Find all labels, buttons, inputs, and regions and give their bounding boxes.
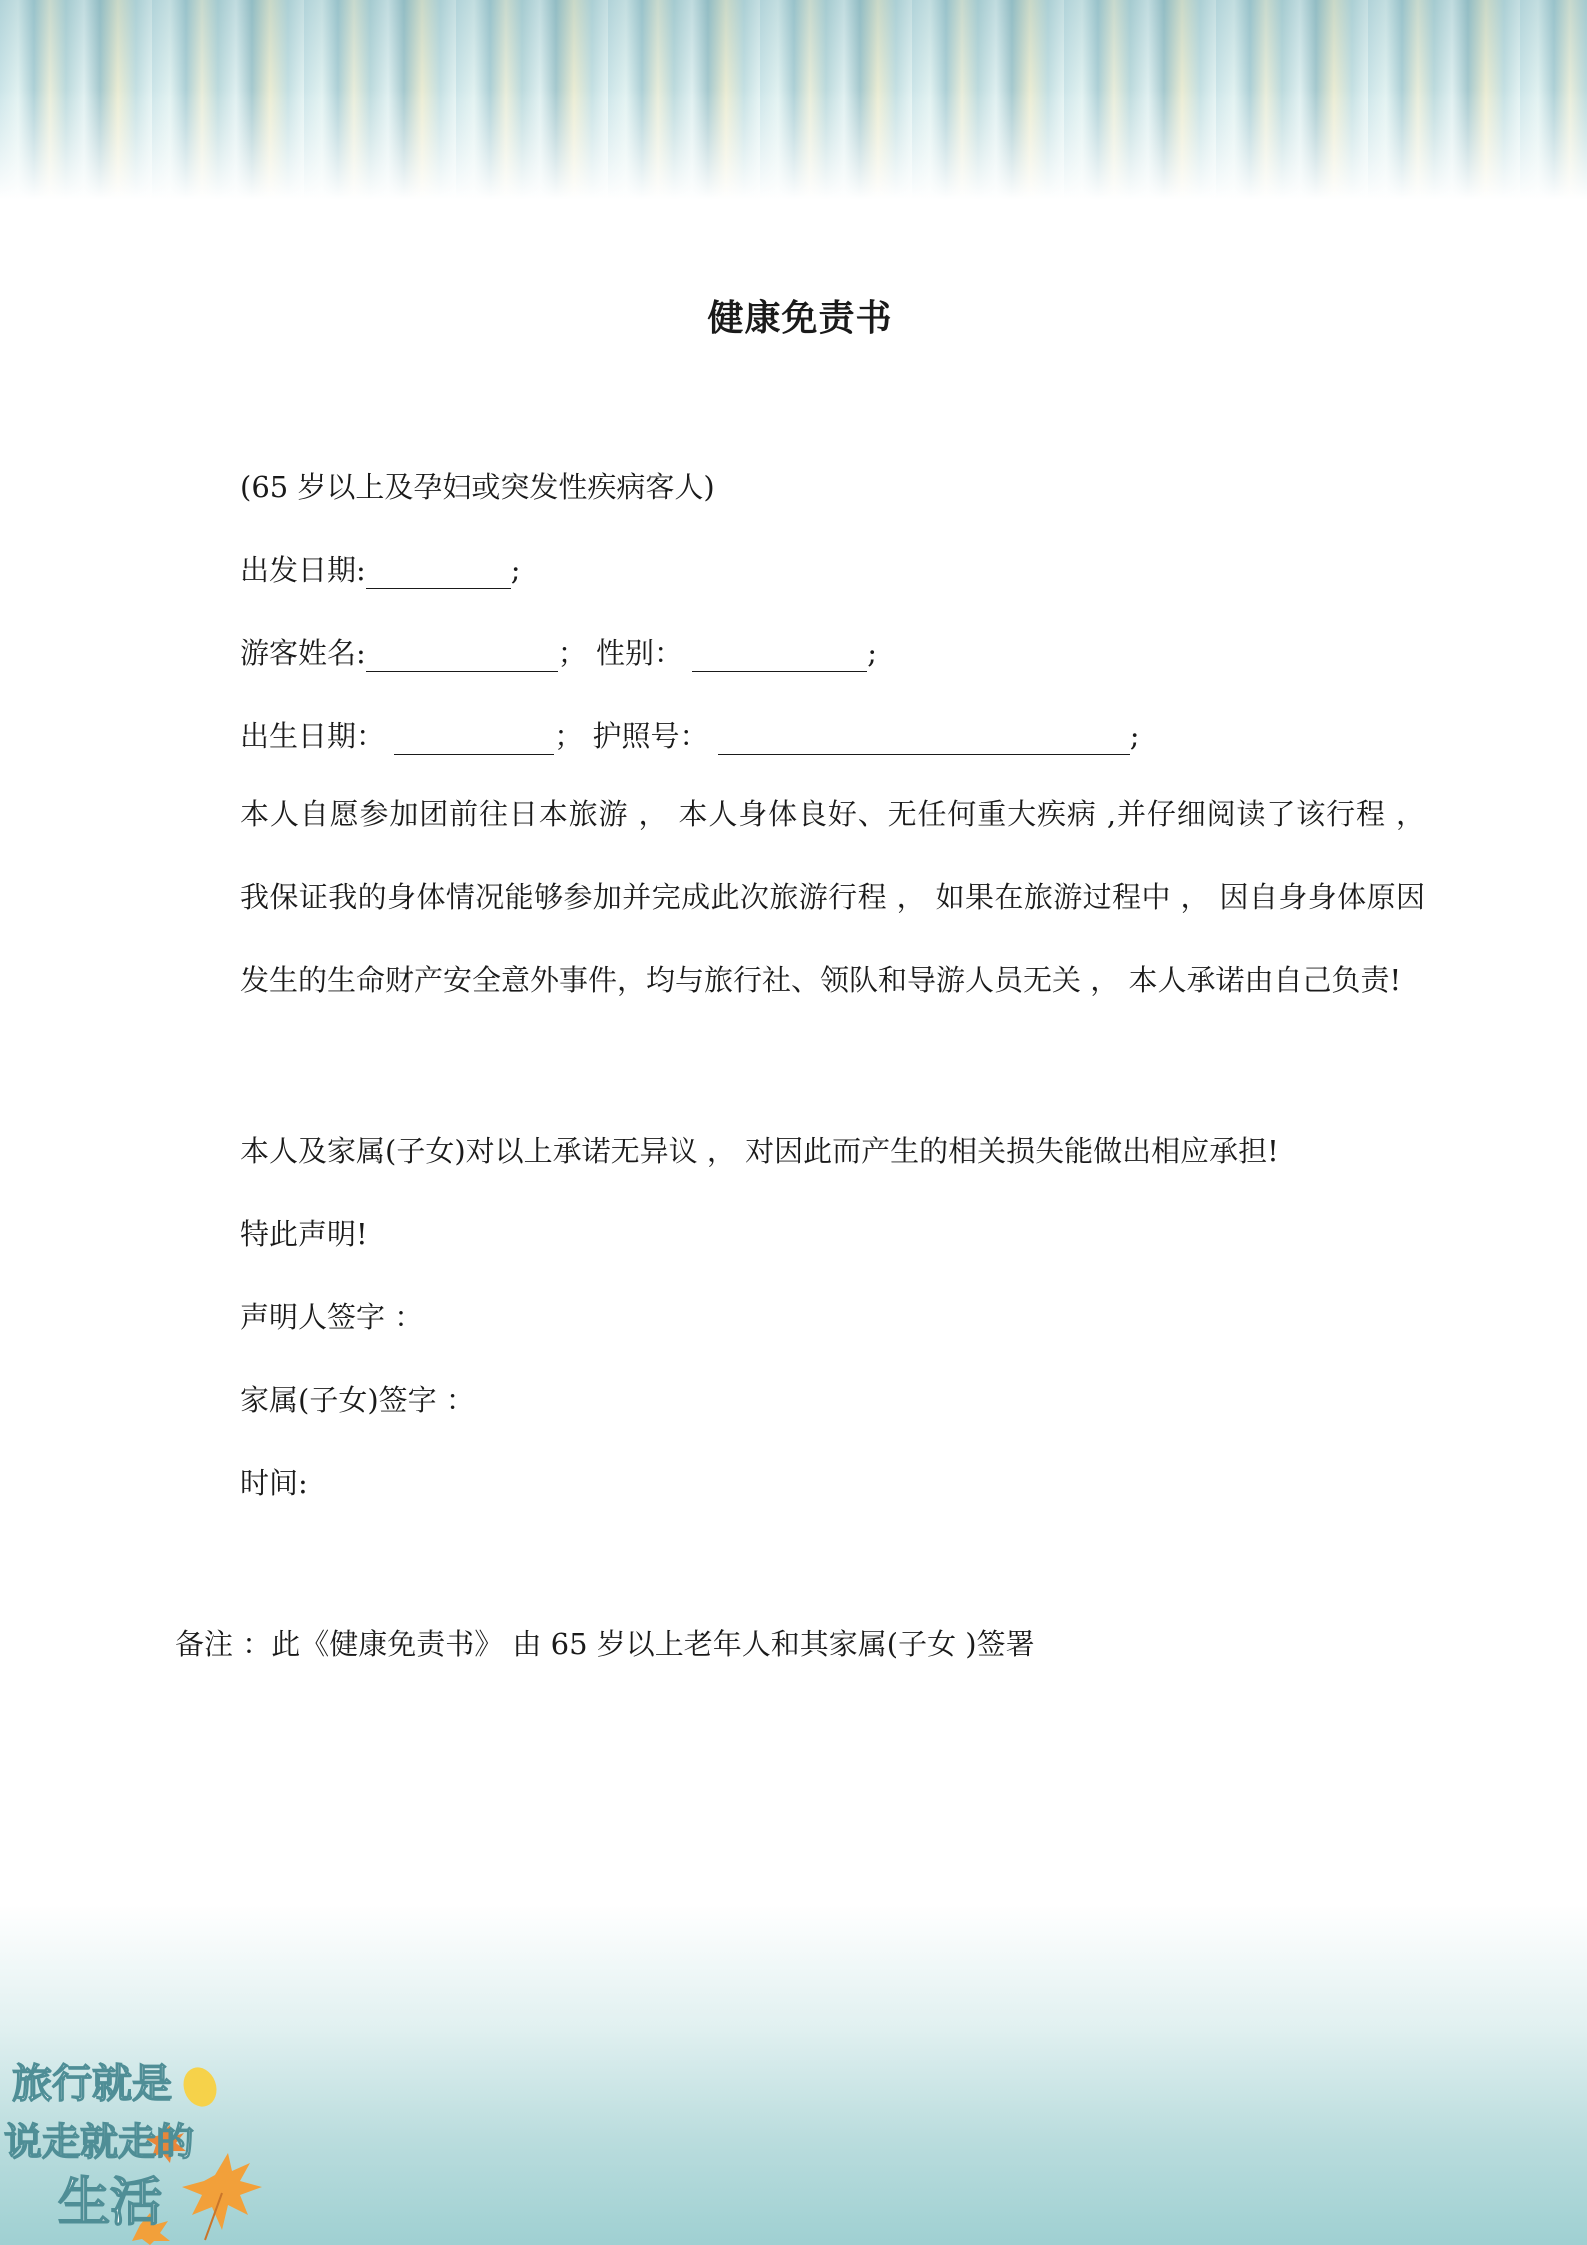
birth-date-end: ； [554,719,584,753]
family-signer-label: 家属(子女)签字 ： [240,1383,475,1417]
name-blank[interactable] [366,641,558,672]
slogan-line-2: 说走就走的 [4,2119,195,2164]
slogan-line-1: 旅行就是 [12,2060,172,2107]
name-gender-row [240,631,877,672]
passport-blank[interactable] [718,724,1130,755]
document-title: 健康免责书 [707,297,893,339]
slogan-line-3: 生活 [58,2172,163,2233]
yellow-leaf-icon [178,2063,222,2112]
name-end: ； [557,636,587,670]
gender-blank[interactable] [692,641,867,672]
departure-date-blank[interactable] [366,558,511,589]
name-label: 游客姓名: [240,636,366,670]
passport-end: ; [1129,719,1140,753]
slogan-logo [0,2025,290,2245]
gender-label: 性别： [596,636,684,670]
family-paragraph: 本人及家属(子女)对以上承诺无异议 ， 对因此而产生的相关损失能做出相应承担! [240,1134,1279,1168]
gender-end: ; [867,636,878,670]
maple-leaf-icon [182,2153,262,2240]
signer-label: 声明人签字 ： [240,1300,424,1334]
subtitle: (65 岁以上及孕妇或突发性疾病客人) [240,470,715,504]
birth-date-blank[interactable] [394,724,554,755]
departure-date-end: ; [510,553,521,587]
birth-date-label: 出生日期： [240,719,386,753]
departure-date-row [240,548,521,589]
remark-note: 备注 ：此《健康免责书》 由 65 岁以上老年人和其家属(子女 )签署 [175,1627,1035,1661]
time-label: 时间: [240,1466,308,1500]
body-paragraph: 本人自愿参加团前往日本旅游 ， 本人身体良好、无任何重大疾病 ,并仔细阅读了该行程 ， 我保证我的身体情况能够参加并完成此次旅游行程 ， 如果在旅游过程中 ， 因自身身体原因发生的生命财产安全意外事件，均与旅行社、领队和导游人员无关 ， 本人承诺由自己负责! [240,797,1425,997]
top-decorative-banner [0,0,1587,200]
passport-label: 护照号： [592,719,709,753]
departure-date-label: 出发日期: [240,553,366,587]
birth-passport-row [240,714,1139,755]
declaration: 特此声明! [240,1217,368,1251]
